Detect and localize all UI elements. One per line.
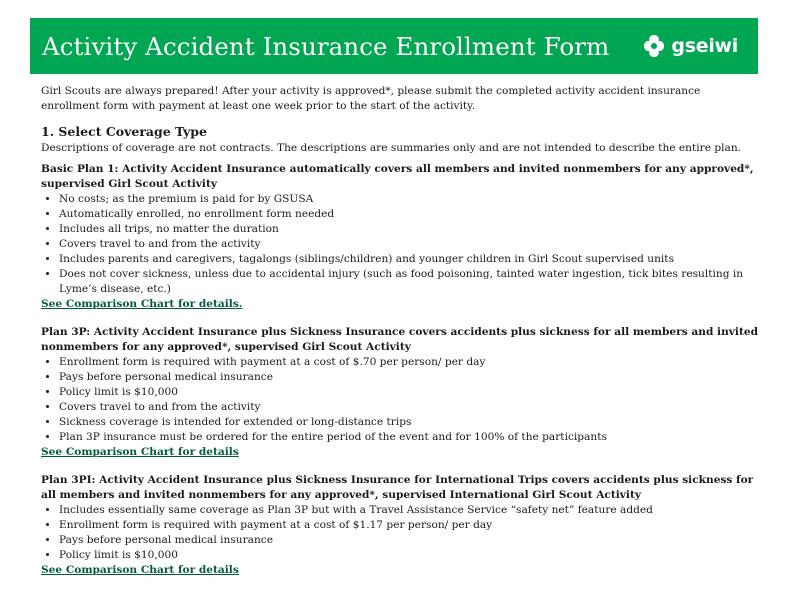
list-item: • Policy limit is $10,000 — [59, 548, 761, 563]
plan-heading-3p: Plan 3P: Activity Accident Insurance plus Sickness Insurance covers accidents plus sickness for all members and invited nonmembers for any approved*, supervised Girl Scout Activity — [41, 326, 758, 353]
form-content — [41, 84, 761, 578]
intro-paragraph: Girl Scouts are always prepared! After your activity is approved*, please submit the completed activity accident insurance enrollment form with payment at least one week prior to the start of the activity. — [41, 85, 701, 112]
comparison-chart-link-3pi[interactable]: See Comparison Chart for details — [41, 564, 239, 576]
list-item: • Pays before personal medical insurance — [59, 370, 761, 385]
gseiwi-logo — [643, 34, 738, 58]
trefoil-icon — [643, 34, 665, 58]
plan-bullets-basic-1 — [41, 192, 761, 297]
page-title: Activity Accident Insurance Enrollment Form — [42, 31, 610, 61]
list-item: • No costs; as the premium is paid for by GSUSA — [59, 192, 761, 207]
logo-text: gseiwi — [671, 35, 738, 57]
section-description: Descriptions of coverage are not contracts. The descriptions are summaries only and are not intended to describe the entire plan. — [41, 142, 742, 154]
list-item: • Automatically enrolled, no enrollment form needed — [59, 207, 761, 222]
list-item: • Sickness coverage is intended for extended or long-distance trips — [59, 415, 761, 430]
plan-bullets-3p — [41, 355, 761, 445]
comparison-chart-link-3p[interactable]: See Comparison Chart for details — [41, 446, 239, 458]
list-item: • Enrollment form is required with payment at a cost of $.70 per person/ per day — [59, 355, 761, 370]
plan-bullets-3pi — [41, 503, 761, 563]
list-item: • Policy limit is $10,000 — [59, 385, 761, 400]
plan-heading-3pi: Plan 3PI: Activity Accident Insurance plus Sickness Insurance for International Trips covers accidents plus sickness for all members and invited nonmembers for any approved*, supervised International Girl Scout Activity — [41, 474, 754, 501]
list-item: • Covers travel to and from the activity — [59, 400, 761, 415]
section-heading: 1. Select Coverage Type — [41, 124, 207, 139]
header-banner — [30, 18, 758, 74]
list-item: • Enrollment form is required with payment at a cost of $1.17 per person/ per day — [59, 518, 761, 533]
list-item: • Does not cover sickness, unless due to accidental injury (such as food poisoning, tainted water ingestion, tick bites resulting in Lyme’s disease, etc.) — [59, 267, 761, 297]
list-item: • Plan 3P insurance must be ordered for the entire period of the event and for 100% of the participants — [59, 430, 761, 445]
list-item: • Includes all trips, no matter the duration — [59, 222, 761, 237]
comparison-chart-link-basic-1[interactable]: See Comparison Chart for details. — [41, 298, 243, 310]
list-item: • Includes parents and caregivers, tagalongs (siblings/children) and younger children in Girl Scout supervised units — [59, 252, 761, 267]
list-item: • Pays before personal medical insurance — [59, 533, 761, 548]
plan-heading-basic-1: Basic Plan 1: Activity Accident Insurance automatically covers all members and invited nonmembers for any approved*, supervised Girl Scout Activity — [41, 163, 754, 190]
list-item: • Covers travel to and from the activity — [59, 237, 761, 252]
list-item: • Includes essentially same coverage as Plan 3P but with a Travel Assistance Service “safety net” feature added — [59, 503, 761, 518]
